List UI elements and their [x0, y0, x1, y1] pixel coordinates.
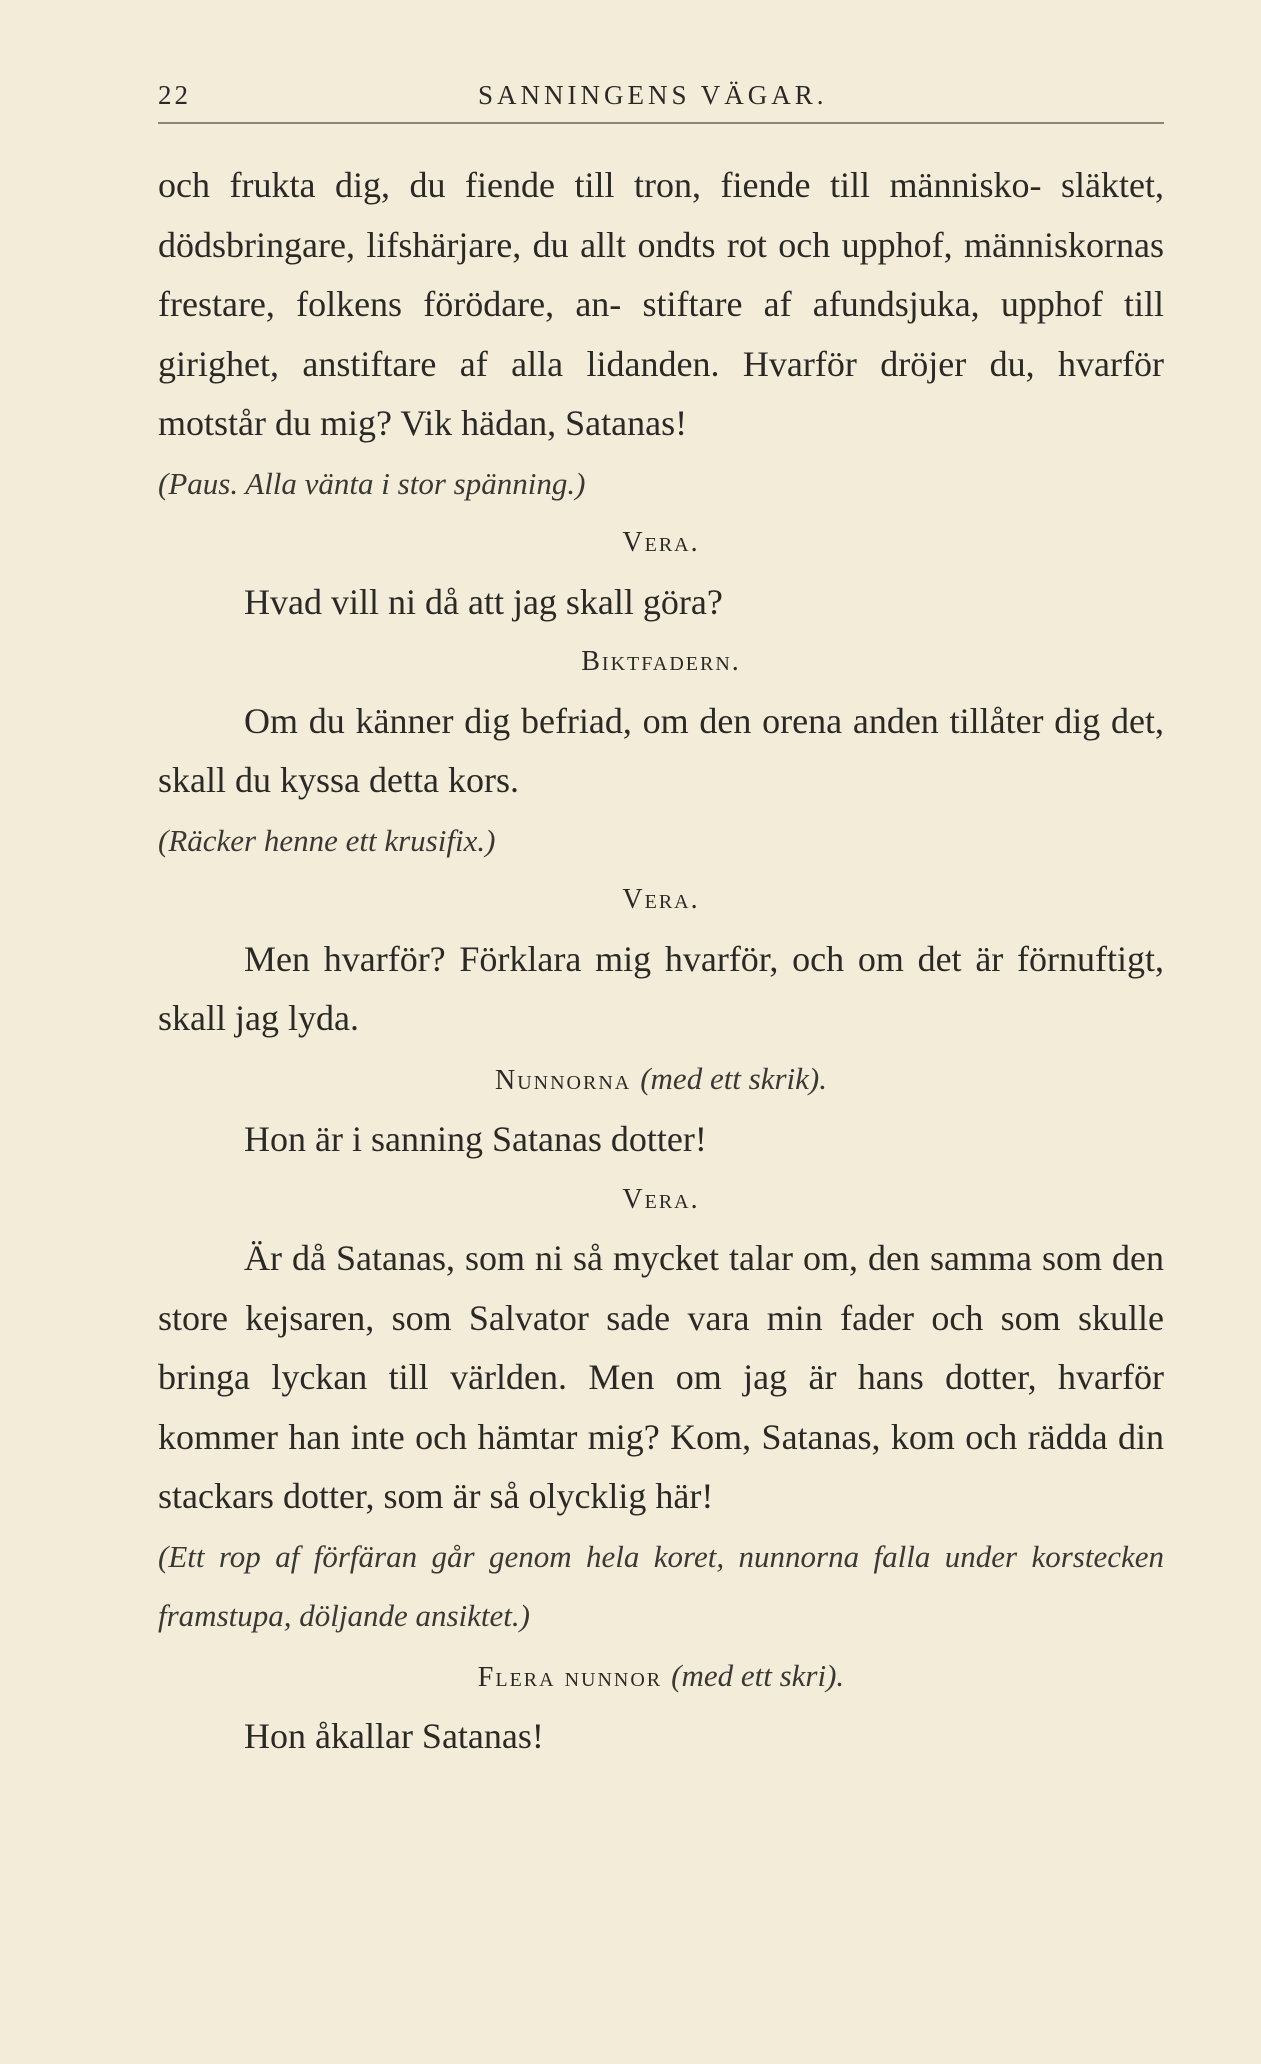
header-rule — [158, 122, 1164, 124]
stage-direction: (Paus. Alla vänta i stor spänning.) — [158, 465, 586, 501]
speaker-stage-direction: (med ett skri). — [671, 1657, 845, 1693]
running-head — [158, 70, 1164, 118]
book-page — [158, 70, 1165, 1756]
dialogue-paragraph: Är då Satanas, som ni så mycket talar om, den samma som den store kejsaren, som Salvator sade vara min fader och som skulle bringa lyckan till världen. Men om jag är hans dotter, hvarför kommer han inte och hämtar mig? Kom, Satanas, kom och rädda din stackars dotter, som är så olycklig här! — [158, 1238, 1165, 1516]
running-title: SANNINGENS VÄGAR. — [478, 80, 828, 110]
speaker-name: Vera. — [622, 1183, 700, 1215]
dialogue-line: Hon är i sanning Satanas dotter! — [244, 1119, 707, 1159]
play-text — [158, 156, 1164, 1767]
stage-direction: (Ett rop af förfäran går genom hela koret, nunnorna falla under korstecken framstupa, döljande ansiktet.) — [158, 1538, 1165, 1633]
dialogue-line: Hvad vill ni då att jag skall göra? — [244, 581, 723, 622]
dialogue-line: Hon åkallar Satanas! — [244, 1716, 544, 1756]
speaker-stage-direction: (med ett skrik). — [640, 1060, 828, 1096]
dialogue-paragraph: Men hvarför? Förklara mig hvarför, och om det är förnuftigt, skall jag lyda. — [158, 938, 1164, 1038]
speaker-name: Vera. — [622, 527, 700, 558]
speaker-name: Vera. — [622, 884, 700, 915]
speaker-name: Biktfadern. — [581, 646, 741, 677]
speaker-name: Nunnorna (med ett skrik). — [494, 1060, 828, 1096]
dialogue-paragraph: Om du känner dig befriad, om den orena anden tillåter dig det, skall du kyssa detta kors. — [158, 700, 1165, 800]
stage-direction: (Räcker henne ett krusifix.) — [158, 822, 496, 858]
paragraph-exorcism: och frukta dig, du fiende till tron, fiende till människo- släktet, dödsbringare, lifshärjare, du allt ondts rot och upphof, människornas frestare, folkens förödare, an- stiftare af afundsjuka, upphof till girighet, anstiftare af alla lidanden. Hvarför dröjer du, hvarför motstår du mig? Vik hädan, Satanas! — [158, 165, 1165, 443]
speaker-name: Flera nunnor (med ett skri). — [477, 1657, 845, 1693]
page-number: 22 — [158, 80, 191, 110]
